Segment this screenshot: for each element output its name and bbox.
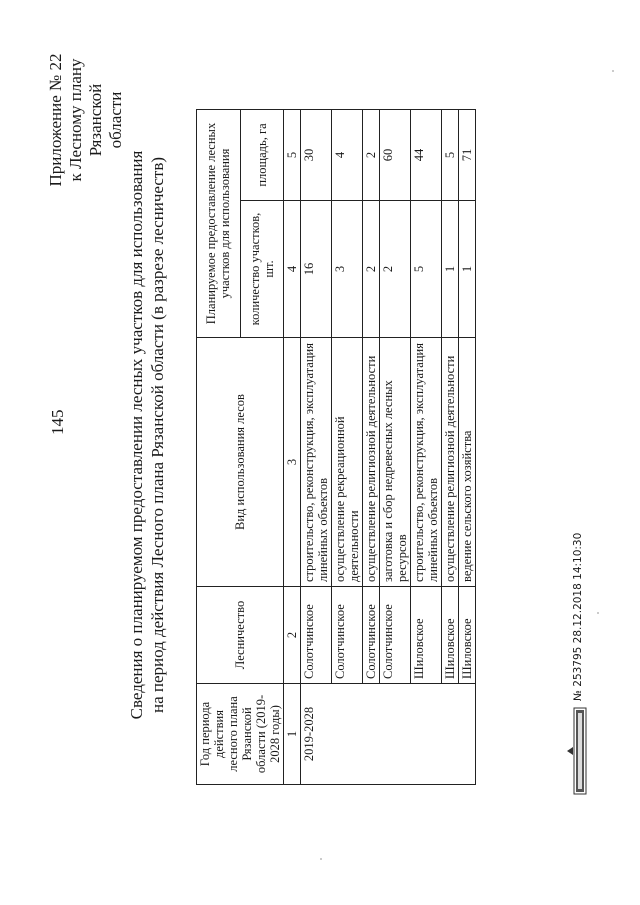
table-row: [301, 110, 332, 785]
area-cell: 60: [380, 110, 411, 201]
table-row: [411, 110, 442, 785]
forest-plots-table: [196, 109, 476, 785]
count-cell: 16: [301, 201, 332, 338]
table-row: [332, 110, 363, 785]
area-cell: 71: [459, 110, 476, 201]
area-cell: 44: [411, 110, 442, 201]
title-line: Сведения о планируемом предоставлении лесных участков для использования: [127, 150, 146, 720]
appendix-note: [46, 35, 126, 205]
table-row: [442, 110, 459, 785]
column-number: 2: [284, 587, 301, 684]
count-cell: 1: [442, 201, 459, 338]
table-row: [380, 110, 411, 785]
count-cell: 5: [411, 201, 442, 338]
appendix-line: Приложение № 22: [46, 53, 65, 187]
count-cell: 2: [363, 201, 380, 338]
stamp-text: № 253795 28.12.2018 14:10:30: [572, 532, 584, 701]
column-number: 4: [284, 201, 301, 338]
header-area: площадь, га: [240, 110, 284, 201]
header-planned: Планируемое предоставление лесных участков для использования: [197, 110, 241, 338]
area-cell: 30: [301, 110, 332, 201]
forestry-cell: Шиловское: [411, 587, 442, 684]
forestry-cell: Солотчинское: [363, 587, 380, 684]
header-count: количество участков, шт.: [240, 201, 284, 338]
registration-stamp: [565, 533, 591, 795]
column-number: 1: [284, 684, 301, 785]
forestry-cell: Солотчинское: [301, 587, 332, 684]
area-cell: 4: [332, 110, 363, 201]
title-line: на период действия Лесного плана Рязанской области (в разрезе лесничеств): [148, 156, 167, 714]
forestry-cell: Солотчинское: [332, 587, 363, 684]
forestry-cell: Солотчинское: [380, 587, 411, 684]
government-logo: [565, 707, 591, 795]
appendix-line: области: [106, 91, 125, 149]
government-emblem-icon: [565, 707, 591, 795]
forestry-cell: Шиловское: [459, 587, 476, 684]
usage-cell: осуществление религиозной деятельности: [442, 338, 459, 587]
usage-cell: строительство, реконструкция, эксплуатация линейных объектов: [411, 338, 442, 587]
usage-cell: заготовка и сбор недревесных лесных ресурсов: [380, 338, 411, 587]
usage-cell: осуществление религиозной деятельности: [363, 338, 380, 587]
period-cell: 2019-2028: [301, 684, 476, 785]
area-cell: 2: [363, 110, 380, 201]
count-cell: 1: [459, 201, 476, 338]
table-row: [363, 110, 380, 785]
document-title: [126, 85, 168, 785]
header-usage-type: Вид использования лесов: [197, 338, 284, 587]
count-cell: 2: [380, 201, 411, 338]
usage-cell: осуществление рекреационной деятельности: [332, 338, 363, 587]
header-forestry: Лесничество: [197, 587, 284, 684]
column-number: 3: [284, 338, 301, 587]
page-number: 145: [48, 409, 67, 435]
appendix-line: к Лесному плану Рязанской: [66, 58, 105, 182]
forestry-cell: Шиловское: [442, 587, 459, 684]
header-period: Год периода действия лесного плана Рязанской области (2019-2028 годы): [197, 684, 284, 785]
column-number: 5: [284, 110, 301, 201]
table-row: [459, 110, 476, 785]
usage-cell: ведение сельского хозяйства: [459, 338, 476, 587]
count-cell: 3: [332, 201, 363, 338]
usage-cell: строительство, реконструкция, эксплуатация линейных объектов: [301, 338, 332, 587]
area-cell: 5: [442, 110, 459, 201]
